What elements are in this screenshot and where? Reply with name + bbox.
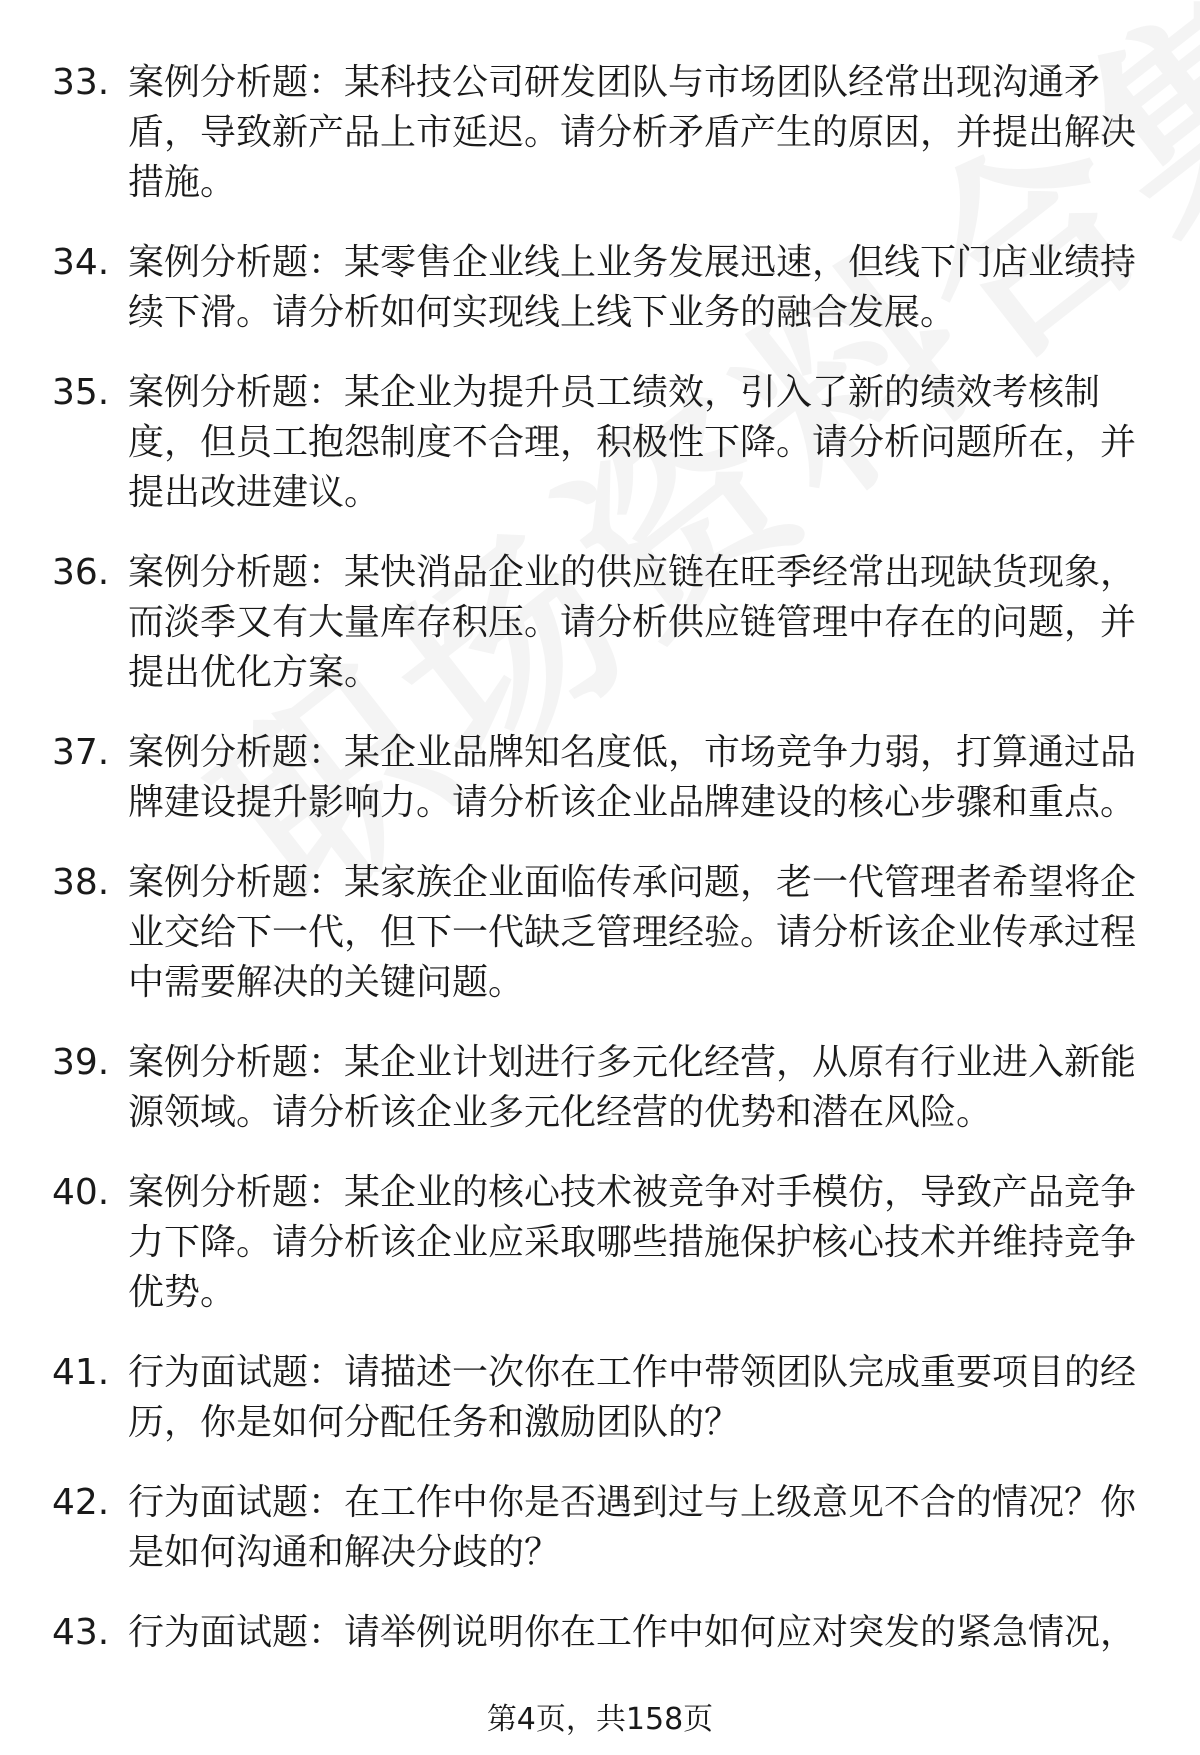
question-list <box>52 58 1152 1688</box>
question-number: 36. <box>52 552 110 593</box>
list-item <box>52 728 1152 828</box>
page-number: 第4页，共158页 <box>486 1702 714 1737</box>
list-item <box>52 1168 1152 1318</box>
list-item <box>52 548 1152 698</box>
question-number: 41. <box>52 1352 110 1393</box>
question-number: 34. <box>52 242 110 283</box>
question-text: 行为面试题：请举例说明你在工作中如何应对突发的紧急情况， <box>128 1612 1137 1653</box>
list-item <box>52 1608 1152 1658</box>
question-text: 案例分析题：某快消品企业的供应链在旺季经常出现缺货现象，而淡季又有大量库存积压。请分析供应链管理中存在的问题，并提出优化方案。 <box>128 552 1137 693</box>
question-text: 案例分析题：某企业品牌知名度低，市场竞争力弱，打算通过品牌建设提升影响力。请分析该企业品牌建设的核心步骤和重点。 <box>128 732 1137 823</box>
question-text: 行为面试题：请描述一次你在工作中带领团队完成重要项目的经历，你是如何分配任务和激励团队的？ <box>128 1352 1137 1443</box>
question-number: 42. <box>52 1482 110 1523</box>
list-item <box>52 858 1152 1008</box>
question-number: 43. <box>52 1612 110 1653</box>
list-item <box>52 1478 1152 1578</box>
question-text: 案例分析题：某家族企业面临传承问题，老一代管理者希望将企业交给下一代，但下一代缺乏管理经验。请分析该企业传承过程中需要解决的关键问题。 <box>128 862 1137 1003</box>
question-text: 案例分析题：某零售企业线上业务发展迅速，但线下门店业绩持续下滑。请分析如何实现线上线下业务的融合发展。 <box>128 242 1137 333</box>
list-item <box>52 238 1152 338</box>
list-item <box>52 368 1152 518</box>
question-number: 38. <box>52 862 110 903</box>
question-number: 40. <box>52 1172 110 1213</box>
list-item <box>52 58 1152 208</box>
question-number: 33. <box>52 62 110 103</box>
question-text: 案例分析题：某企业计划进行多元化经营，从原有行业进入新能源领域。请分析该企业多元化经营的优势和潜在风险。 <box>128 1042 1137 1133</box>
list-item <box>52 1038 1152 1138</box>
question-text: 案例分析题：某科技公司研发团队与市场团队经常出现沟通矛盾，导致新产品上市延迟。请分析矛盾产生的原因，并提出解决措施。 <box>128 62 1137 203</box>
question-text: 案例分析题：某企业的核心技术被竞争对手模仿，导致产品竞争力下降。请分析该企业应采取哪些措施保护核心技术并维持竞争优势。 <box>128 1172 1137 1313</box>
question-text: 案例分析题：某企业为提升员工绩效，引入了新的绩效考核制度，但员工抱怨制度不合理，积极性下降。请分析问题所在，并提出改进建议。 <box>128 372 1137 513</box>
question-number: 35. <box>52 372 110 413</box>
question-number: 37. <box>52 732 110 773</box>
question-text: 行为面试题：在工作中你是否遇到过与上级意见不合的情况？你是如何沟通和解决分歧的？ <box>128 1482 1137 1573</box>
list-item <box>52 1348 1152 1448</box>
question-number: 39. <box>52 1042 110 1083</box>
